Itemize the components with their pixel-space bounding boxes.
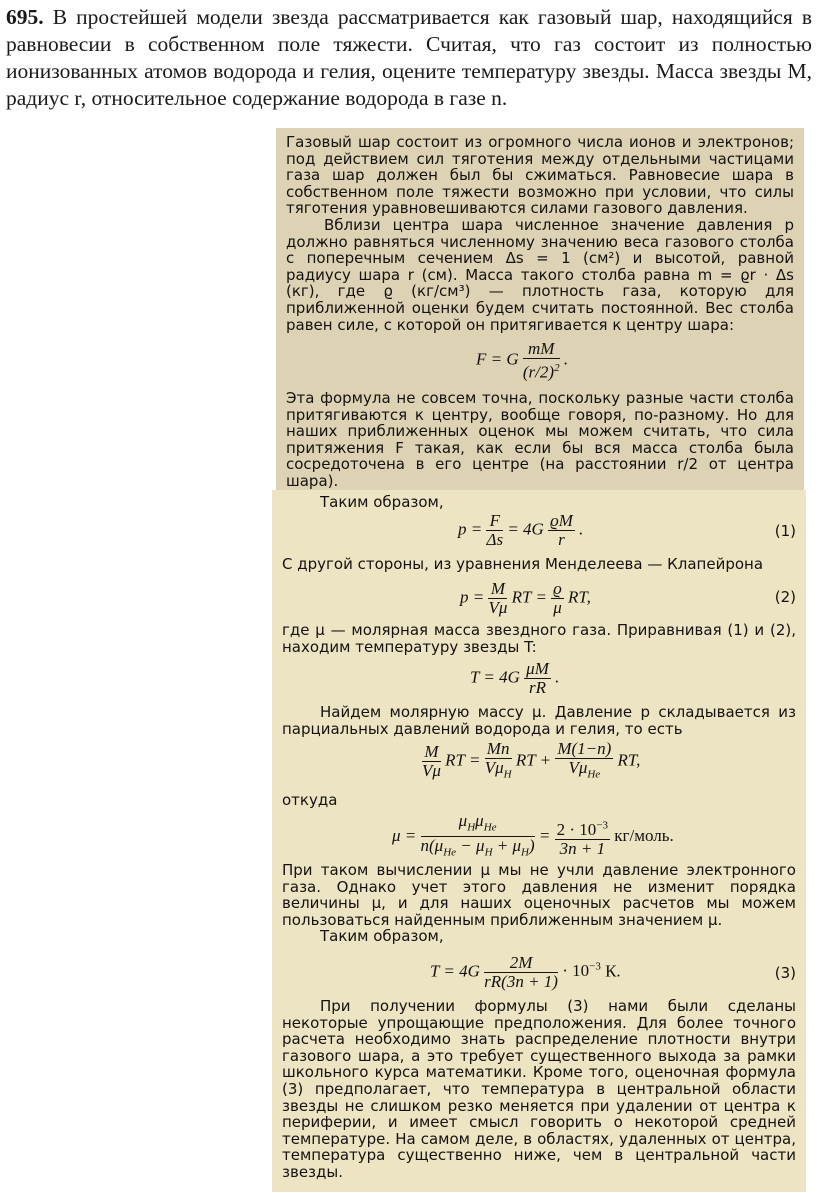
solution-paragraph <box>286 134 794 333</box>
unit-kelvin: К. <box>605 961 621 981</box>
paragraph-8: откуда <box>282 791 338 809</box>
solution-paragraph <box>282 704 796 737</box>
equation-number: (2) <box>774 588 796 606</box>
solution-scan-top: Газовый шар состоит из огромного числа ионов и электронов; под действием сил тяготения между отдельными частицами газа шар должен был бы сжиматься. Равновесие шара в собственном поле тяжести возможно при условии, что силы тяготения уравновешиваются силами газового давления. Вблизи центра шара численное значение давления p должно равняться численному значению веса газового столба с поперечным сечением Δs = 1 (см²) и высотой, равной радиусу шара r (см). Масса такого столба равна m = ϱr · Δs (кг), где ϱ (кг/см³) — плотность газа, которую для приближенной оценки будем считать постоянной. Вес столба равен силе, с которой он притягивается к центру шара: F = G $\frac{mM}{(r/2)^2}$ . Эта формула не совсем точна, поскольку разные части столба притягиваются к центру, вообще говоря, по-разному. Но для наших приближенных оценок мы можем считать, что сила притяжения F такая, как если бы вся масса столба была сосредоточена в его центре (на расстоянии r/2 от центра шара). <box>276 128 804 490</box>
problem-number: 695. <box>6 5 44 29</box>
paragraph-7: Найдем молярную массу μ. Давление p складывается из парциальных давлений водорода и гелия, то есть <box>282 703 796 738</box>
solution-paragraph <box>282 792 796 809</box>
paragraph-5: С другой стороны, из уравнения Менделеева — Клапейрона <box>282 555 764 573</box>
paragraph-6: где μ — молярная масса звездного газа. Приравнивая (1) и (2), находим температуру звезды T: <box>282 621 796 656</box>
problem-text: В простейшей модели звезда рассматривается как газовый шар, находящийся в равновесии в собственном поле тяжести. Считая, что газ состоит из полностью ионизованных атомов водорода и гелия, оцените температуру звезды. Масса звезды M, радиус r, относительное содержание водорода в газе n. <box>6 5 812 110</box>
paragraph-10: Таким образом, <box>320 927 444 946</box>
solution-paragraph <box>282 862 796 945</box>
paragraph-2: Вблизи центра шара численное значение давления p должно равняться численному значению веса газового столба с поперечным сечением Δs = 1 (см²) и высотой, равной радиусу шара r (см). Масса такого столба равна m = ϱr · Δs (кг), где ϱ (кг/см³) — плотность газа, которую для приближенной оценки будем считать постоянной. Вес столба равен силе, с которой он притягивается к центру шара: <box>286 215 794 334</box>
unit-molar: кг/моль. <box>614 825 674 845</box>
equation-number: (3) <box>774 964 796 982</box>
solution-paragraph <box>282 494 796 511</box>
equation-number: (1) <box>774 522 796 540</box>
paragraph-1: Газовый шар состоит из огромного числа ионов и электронов; под действием сил тяготения между отдельными частицами газа шар должен был бы сжиматься. Равновесие шара в собственном поле тяжести возможно при условии, что силы тяготения уравновешиваются силами газового давления. <box>286 133 794 218</box>
solution-scan-bottom: Таким образом, p = $\frac{F}{\Delta s}$ = 4G $\frac{ϱM}{r}$ . (1) С другой стороны, из уравнения Менделеева — Клапейрона p = $\frac{M}{V\mu}$ RT = $\frac{ϱ}{\mu}$ RT, (2) где μ — молярная масса звездного газа. Приравнивая (1) и (2), находим температуру звезды T: T = 4G $\frac{\mu M}{rR}$ . Найдем молярную массу μ. Давление p складывается из парциальных давлений водорода и гелия, то есть $\frac{M}{V\mu}$ RT = Mn $V\mu_H$ RT + M(1−n) $V\mu_{He}$ RT, откуда μ = $\mu_H\mu_{He}$ $n(\mu_{He} - \mu_H + \mu_H)$ = $\frac{2 \cdot 10^{-3}}{3n + 1}$ кг/моль. При таком вычислении μ мы не учли давление электронного газа. Однако учет этого давления не изменит порядка величины μ, и для наших оценочных расчетов мы можем пользоваться найденным приближенным значением μ. Таким образом, T = 4G $\frac{2M}{rR(3n + 1)}$ · $10^{-3}$ К. (3) При получении формулы (3) нами были сделаны некоторые упрощающие предположения. Для более точного расчета необходимо знать распределение плотности внутри газового шара, а это требует существенного выхода за рамки школьного курса математики. Кроме того, оценочная формула (3) предполагает, что температура в центральной области звезды не слишком резко меняется при удалении от центра к периферии, и имеет смысл говорить о некоторой средней температуре. На самом деле, в областях, удаленных от центра, температура существенно ниже, чем в центральной части звезды. <box>272 490 806 1192</box>
problem-statement <box>6 4 812 112</box>
solution-paragraph <box>282 556 796 573</box>
paragraph-3: Эта формула не совсем точна, поскольку разные части столба притягиваются к центру, вообще говоря, по-разному. Но для наших приближенных оценок мы можем считать, что сила притяжения F такая, как если бы вся масса столба была сосредоточена в его центре (на расстоянии r/2 от центра шара). <box>286 389 794 490</box>
paragraph-4: Таким образом, <box>320 493 444 511</box>
paragraph-11: При получении формулы (3) нами были сделаны некоторые упрощающие предположения. Для более точного расчета необходимо знать распределение плотности внутри газового шара, а это требует существенного выхода за рамки школьного курса математики. Кроме того, оценочная формула (3) предполагает, что температура в центральной области звезды не слишком резко меняется при удалении от центра к периферии, и имеет смысл говорить о некоторой средней температуре. На самом деле, в областях, удаленных от центра, температура существенно ниже, чем в центральной части звезды. <box>282 997 796 1181</box>
solution-paragraph <box>282 622 796 655</box>
paragraph-9: При таком вычислении μ мы не учли давление электронного газа. Однако учет этого давления не изменит порядка величины μ, и для наших оценочных расчетов мы можем пользоваться найденным приближенным значением μ. <box>282 861 796 929</box>
solution-paragraph <box>286 390 794 490</box>
solution-paragraph <box>282 998 796 1181</box>
